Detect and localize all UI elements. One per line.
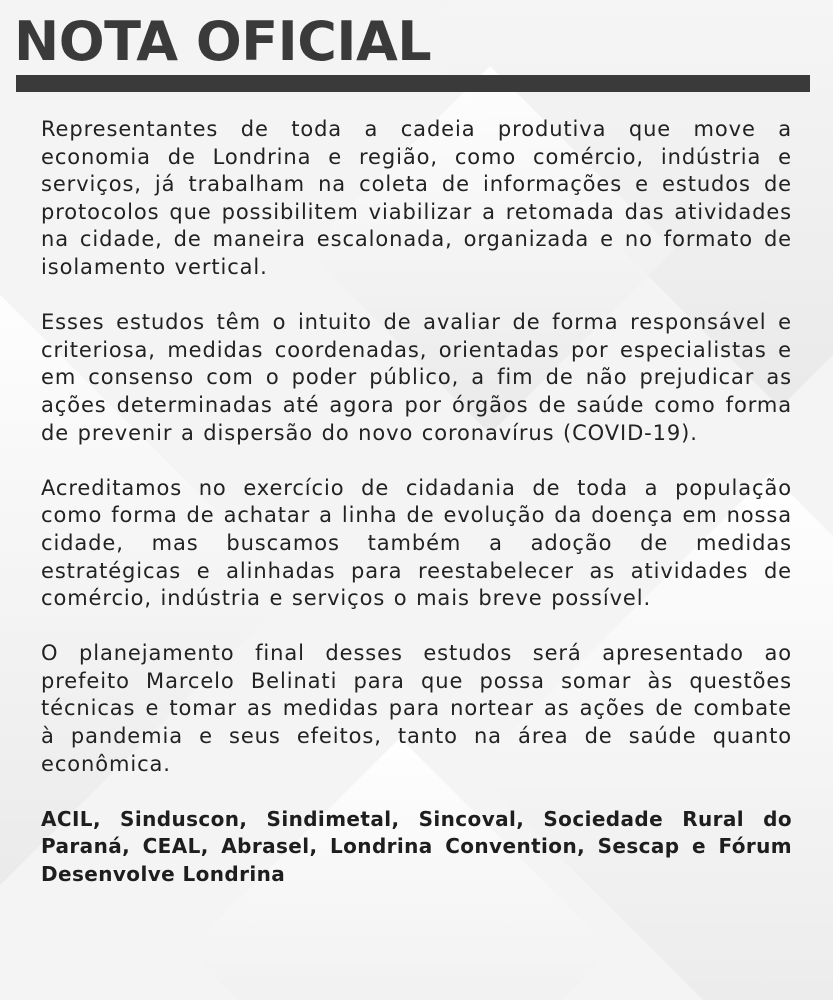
signatories: ACIL, Sinduscon, Sindimetal, Sincoval, Sociedade Rural do Paraná, CEAL, Abrasel, Londrina Convention, Sescap e Fórum Desenvolve Londrina [41,806,792,887]
paragraph-3: Acreditamos no exercício de cidadania de toda a população como forma de achatar a linha de evolução da doença em nossa cidade, mas buscamos também a adoção de medidas estratégicas e alinhadas para reestabelecer as atividades de comércio, indústria e serviços o mais breve possível. [41,475,792,611]
paragraph-1: Representantes de toda a cadeia produtiva que move a economia de Londrina e região, como comércio, indústria e serviços, já trabalham na coleta de informações e estudos de protocolos que possibilitem viabilizar a retomada das atividades na cidade, de maneira escalonada, organizada e no formato de isolamento vertical. [41,117,792,279]
note-body [41,116,792,889]
page-title: NOTA OFICIAL [14,10,432,73]
title-underline-bar [16,75,810,92]
paragraph-4: O planejamento final desses estudos será apresentado ao prefeito Marcelo Belinati para que possa somar às questões técnicas e tomar as medidas para nortear as ações de combate à pandemia e seus efeitos, tanto na área de saúde quanto econômica. [41,641,792,776]
paragraph-2: Esses estudos têm o intuito de avaliar de forma responsável e criteriosa, medidas coordenadas, orientadas por especialistas e em consenso com o poder público, a fim de não prejudicar as ações determinadas até agora por órgãos de saúde como forma de prevenir a dispersão do novo coronavírus (COVID-19). [41,310,792,445]
